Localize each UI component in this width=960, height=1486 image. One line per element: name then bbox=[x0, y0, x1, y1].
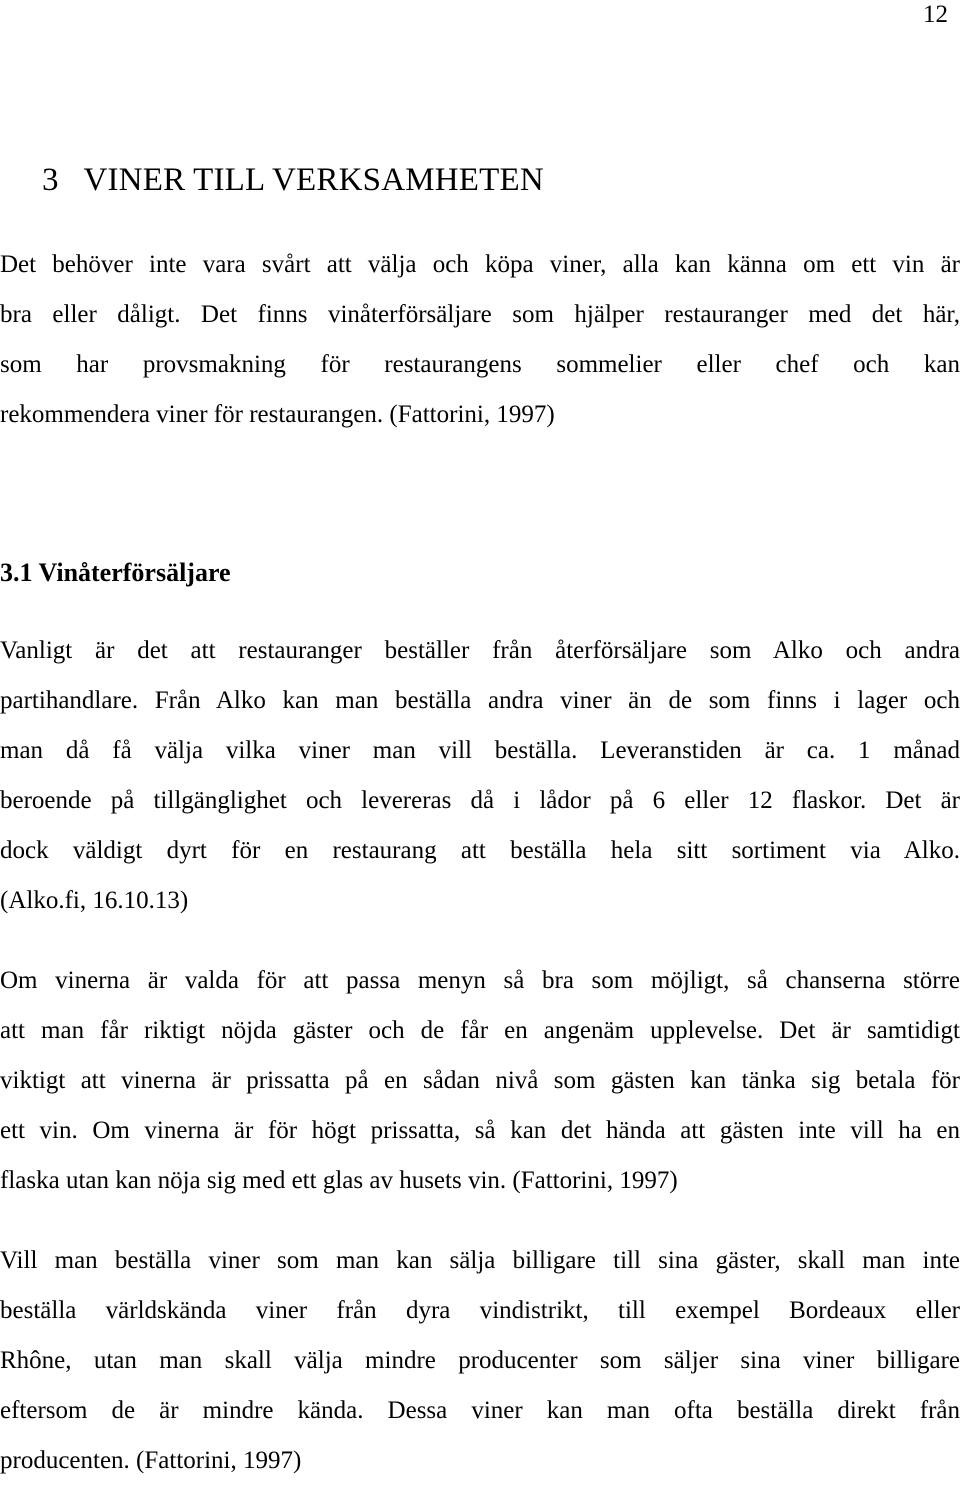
section-title: 3.1 Vinåterförsäljare bbox=[0, 558, 231, 587]
paragraph-line: flaska utan kan nöja sig med ett glas av husets vin. (Fattorini, 1997) bbox=[0, 1167, 678, 1194]
paragraph-line: Vanligt är det att restauranger beställer från återförsäljare som Alko och andra bbox=[0, 637, 960, 664]
paragraph-line: dock väldigt dyrt för en restaurang att beställa hela sitt sortiment via Alko. bbox=[0, 837, 960, 864]
paragraph-line: Vill man beställa viner som man kan sälja billigare till sina gäster, skall man inte bbox=[0, 1247, 960, 1274]
paragraph-line: (Alko.fi, 16.10.13) bbox=[0, 887, 189, 914]
paragraph-line: partihandlare. Från Alko kan man beställa andra viner än de som finns i lager och bbox=[0, 687, 960, 714]
paragraph-line: eftersom de är mindre kända. Dessa viner kan man ofta beställa direkt från bbox=[0, 1397, 960, 1424]
paragraph-line: att man får riktigt nöjda gäster och de får en angenäm upplevelse. Det är samtidigt bbox=[0, 1017, 960, 1044]
paragraph-line: som har provsmakning för restaurangens sommelier eller chef och kan bbox=[0, 351, 960, 378]
paragraph-line: Om vinerna är valda för att passa menyn så bra som möjligt, så chanserna större bbox=[0, 967, 960, 994]
paragraph-line: man då få välja vilka viner man vill beställa. Leveranstiden är ca. 1 månad bbox=[0, 737, 960, 764]
paragraph-line: bra eller dåligt. Det finns vinåterförsäljare som hjälper restauranger med det här, bbox=[0, 301, 960, 328]
chapter-title: 3 VINER TILL VERKSAMHETEN bbox=[42, 162, 544, 198]
paragraph-producers bbox=[0, 1236, 960, 1486]
paragraph-retailers bbox=[0, 626, 960, 926]
paragraph-line: Rhône, utan man skall välja mindre producenter som säljer sina viner billigare bbox=[0, 1347, 960, 1374]
paragraph-line: ett vin. Om vinerna är för högt prissatta, så kan det hända att gästen inte vill ha en bbox=[0, 1117, 960, 1144]
paragraph-line: beroende på tillgänglighet och levereras då i lådor på 6 eller 12 flaskor. Det är bbox=[0, 787, 960, 814]
paragraph-line: producenten. (Fattorini, 1997) bbox=[0, 1447, 302, 1474]
paragraph-pricing bbox=[0, 956, 960, 1206]
page-number: 12 bbox=[923, 1, 948, 28]
paragraph-line: rekommendera viner för restaurangen. (Fattorini, 1997) bbox=[0, 401, 555, 428]
paragraph-intro bbox=[0, 240, 960, 440]
paragraph-line: Det behöver inte vara svårt att välja och köpa viner, alla kan känna om ett vin är bbox=[0, 251, 960, 278]
paragraph-line: viktigt att vinerna är prissatta på en sådan nivå som gästen kan tänka sig betala för bbox=[0, 1067, 960, 1094]
paragraph-line: beställa världskända viner från dyra vindistrikt, till exempel Bordeaux eller bbox=[0, 1297, 960, 1324]
